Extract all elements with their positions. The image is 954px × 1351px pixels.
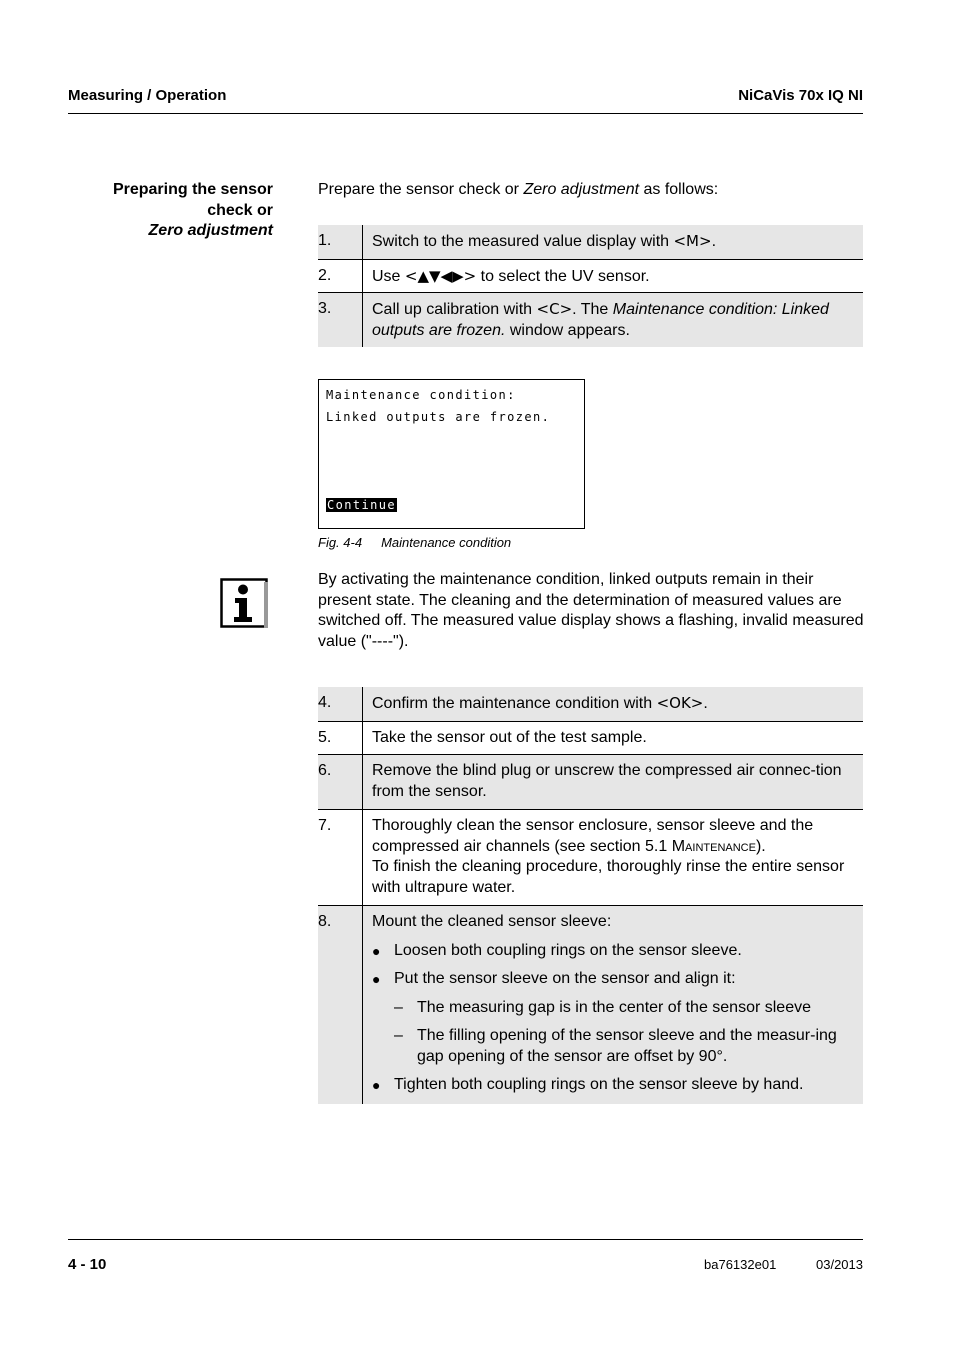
doc-date: 03/2013 — [816, 1257, 863, 1272]
step-intro: Mount the cleaned sensor sleeve: — [372, 913, 612, 930]
bullet-dot: ● — [372, 971, 381, 987]
bullet-item: ● Loosen both coupling rings on the sensor sleeve. — [372, 941, 863, 962]
header-rule — [68, 113, 863, 114]
note-paragraph: By activating the maintenance condition, linked outputs remain in their present state. The cleaning and the determination of measured values are switched off. The measured value display shows a flashing, invalid measured value ("----"). — [318, 571, 864, 650]
bullet-item: ● Put the sensor sleeve on the sensor and align it: — [372, 969, 863, 990]
figure-title: Maintenance condition — [381, 535, 512, 550]
step-text: Confirm the maintenance condition with <OK>. — [372, 694, 708, 712]
step-number: 7. — [318, 810, 363, 906]
key-label: <C> — [536, 300, 573, 318]
step-text: Thoroughly clean the sensor enclosure, sensor sleeve and the compressed air channels (see section 5.1 Maintenance). To finish the cleaning procedure, thoroughly rinse the entire sensor with ultrapure water. — [372, 817, 845, 896]
step-row — [318, 292, 863, 347]
step-number: 3. — [318, 293, 363, 347]
bullet-dot: ● — [372, 942, 381, 959]
continue-button[interactable]: Continue — [327, 498, 396, 512]
step-number: 8. — [318, 906, 363, 1104]
sidebar-line-1: Preparing the sensor — [112, 181, 273, 198]
step-number: 6. — [318, 755, 363, 810]
bullet-item: ● Tighten both coupling rings on the sensor sleeve by hand. — [372, 1075, 863, 1096]
bullet-dot: ● — [372, 1077, 381, 1093]
footer-rule — [68, 1239, 863, 1240]
step-text: Switch to the measured value display with <M>. — [372, 232, 717, 250]
figure-label: Fig. 4-4 — [318, 535, 363, 550]
step-text: Use <▲▼◀▶> to select the UV sensor. — [372, 267, 650, 285]
dash-item: – The measuring gap is in the center of the sensor sleeve — [394, 998, 811, 1016]
intro-em: Zero adjustment — [523, 181, 640, 198]
intro-text — [318, 180, 718, 201]
step-row — [318, 687, 863, 722]
sidebar-line-2: check or — [207, 201, 273, 219]
step-text: Take the sensor out of the test sample. — [372, 729, 647, 746]
step-number: 1. — [318, 225, 363, 260]
header-section: Measuring / Operation — [68, 87, 227, 104]
step-number: 2. — [318, 260, 363, 293]
key-label: <M> — [673, 232, 712, 250]
key-label: <▲▼◀▶> — [404, 267, 477, 285]
screen-line-2: Linked outputs are frozen. — [326, 410, 551, 424]
page-number: 4 - 10 — [68, 1256, 107, 1273]
screen-line-1: Maintenance condition: — [326, 388, 516, 402]
doc-number: ba76132e01 — [704, 1257, 777, 1272]
step-text: Call up calibration with <C>. The Maintenance condition: Linked outputs are frozen. window appears. — [372, 300, 829, 339]
step-text: Remove the blind plug or unscrew the compressed air connec-tion from the sensor. — [372, 762, 842, 800]
intro-pre: Prepare the sensor check or — [318, 181, 524, 198]
step-text — [363, 906, 863, 1104]
step-number: 5. — [318, 722, 363, 755]
step-row — [318, 809, 863, 906]
dash-item: – The filling opening of the sensor sleeve and the measur-ing gap opening of the sensor are offset by 90°. — [394, 1027, 837, 1065]
info-icon — [220, 578, 268, 628]
step-number: 4. — [318, 687, 363, 722]
header-product: NiCaVis 70x IQ NI — [738, 87, 863, 104]
sidebar-heading — [68, 180, 273, 242]
intro-post: as follows: — [639, 181, 719, 198]
maintenance-screen — [318, 379, 585, 529]
figure-caption — [318, 535, 511, 550]
sidebar-line-3: Zero adjustment — [148, 222, 273, 239]
step-row — [318, 721, 863, 755]
step-row — [318, 259, 863, 293]
step-row — [318, 905, 863, 1104]
step-row — [318, 754, 863, 810]
step-row — [318, 225, 863, 260]
key-label: <OK> — [656, 694, 704, 712]
